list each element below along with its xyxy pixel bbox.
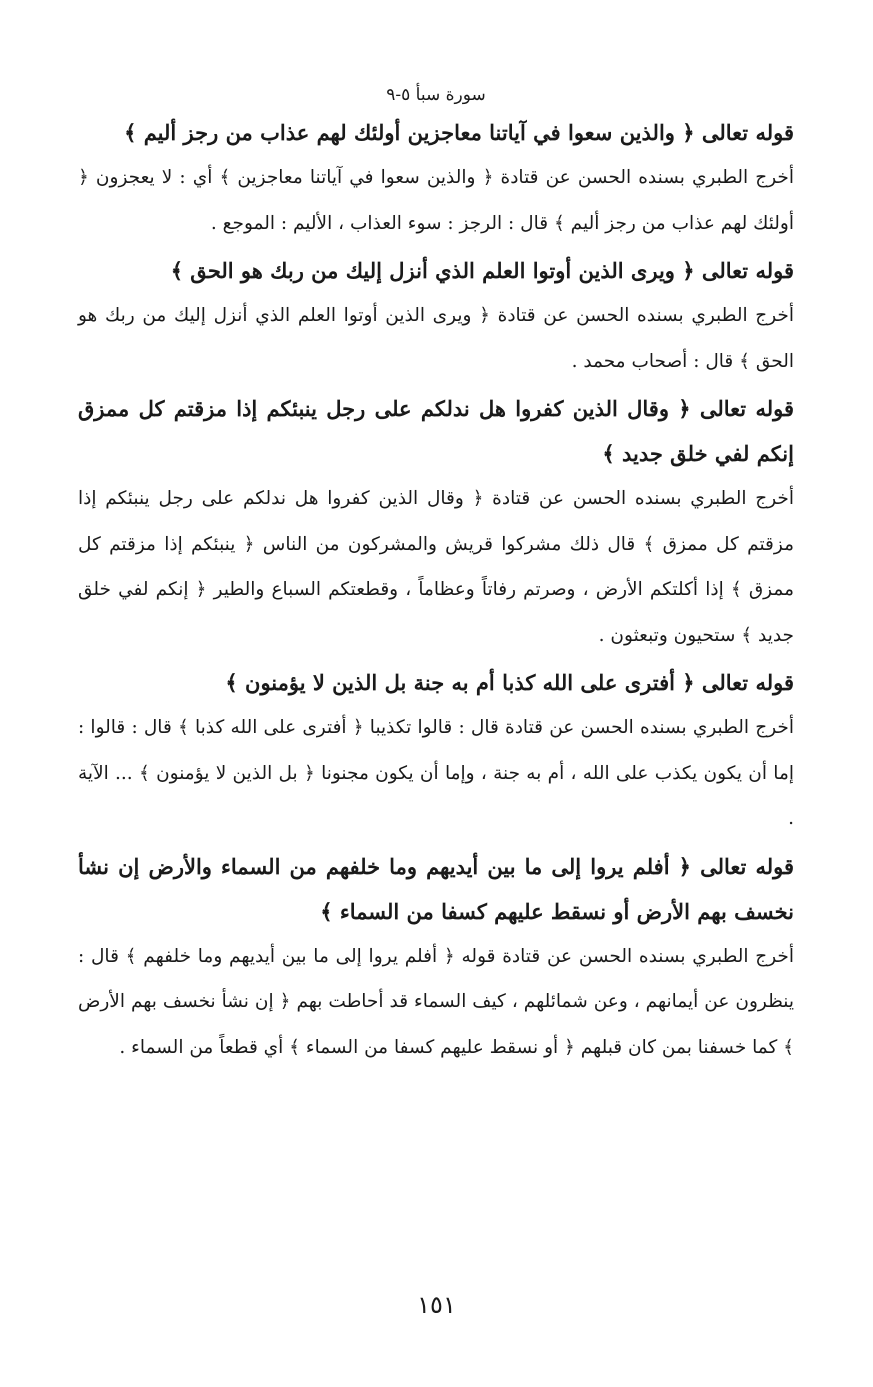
section-body: أخرج الطبري بسنده الحسن عن قتادة قوله ﴿ أفلم يروا إلى ما بين أيديهم وما خلفهم ﴾ قال : ينظرون عن أيمانهم ، وعن شمائلهم ، كيف السماء قد أحاطت بهم ﴿ إن نشأ نخسف بهم الأرض ﴾ كما خسفنا بمن كان قبلهم ﴿ أو نسقط عليهم كسفا من السماء ﴾ أي قطعاً من السماء . xyxy=(78,945,794,1058)
section-body: أخرج الطبري بسنده الحسن عن قتادة قال : قالوا تكذيبا ﴿ أفترى على الله كذبا ﴾ قال : قالوا : إما أن يكون يكذب على الله ، أم به جنة ، وإما أن يكون مجنونا ﴿ بل الذين لا يؤمنون ﴾ ... الآية . xyxy=(78,717,794,829)
section-body: أخرج الطبري بسنده الحسن عن قتادة ﴿ ويرى الذين أوتوا العلم الذي أنزل إليك من ربك هو الحق ﴾ قال : أصحاب محمد . xyxy=(78,305,794,372)
section-heading: قوله تعالى ﴿ أفلم يروا إلى ما بين أيديهم وما خلفهم من السماء والأرض إن نشأ نخسف بهم الأرض أو نسقط عليهم كسفا من السماء ﴾ xyxy=(78,853,794,924)
section-heading: قوله تعالى ﴿ ويرى الذين أوتوا العلم الذي أنزل إليك من ربك هو الحق ﴾ xyxy=(170,258,794,283)
section-verse-8 xyxy=(78,660,794,842)
section-body: أخرج الطبري بسنده الحسن عن قتادة ﴿ والذين سعوا في آياتنا معاجزين ﴾ أي : لا يعجزون ﴿ أولئك لهم عذاب من رجز أليم ﴾ قال : الرجز : سوء العذاب ، الأليم : الموجع . xyxy=(78,167,794,234)
section-heading: قوله تعالى ﴿ أفترى على الله كذبا أم به جنة بل الذين لا يؤمنون ﴾ xyxy=(225,670,794,695)
section-heading: قوله تعالى ﴿ والذين سعوا في آياتنا معاجزين أولئك لهم عذاب من رجز أليم ﴾ xyxy=(124,120,794,145)
section-verse-7 xyxy=(78,386,794,658)
document-page xyxy=(78,82,794,1072)
section-verse-6 xyxy=(78,248,794,384)
section-verse-9 xyxy=(78,844,794,1071)
running-title: سورة سبأ ٥-٩ xyxy=(386,85,486,105)
section-heading: قوله تعالى ﴿ وقال الذين كفروا هل ندلكم على رجل ينبئكم إذا مزقتم كل ممزق إنكم لفي خلق جديد ﴾ xyxy=(78,396,794,466)
page-number: ١٥١ xyxy=(417,1291,456,1319)
section-body: أخرج الطبري بسنده الحسن عن قتادة ﴿ وقال الذين كفروا هل ندلكم على رجل ينبئكم إذا مزقتم كل ممزق ﴾ قال ذلك مشركوا قريش والمشركون من الناس ﴿ ينبئكم إذا مزقتم كل ممزق ﴾ إذا أكلتكم الأرض ، وصرتم رفاتاً وعظاماً ، وقطعتكم السباع والطير ﴿ إنكم لفي خلق جديد ﴾ ستحيون وتبعثون . xyxy=(78,488,794,646)
section-verse-5 xyxy=(78,110,794,246)
